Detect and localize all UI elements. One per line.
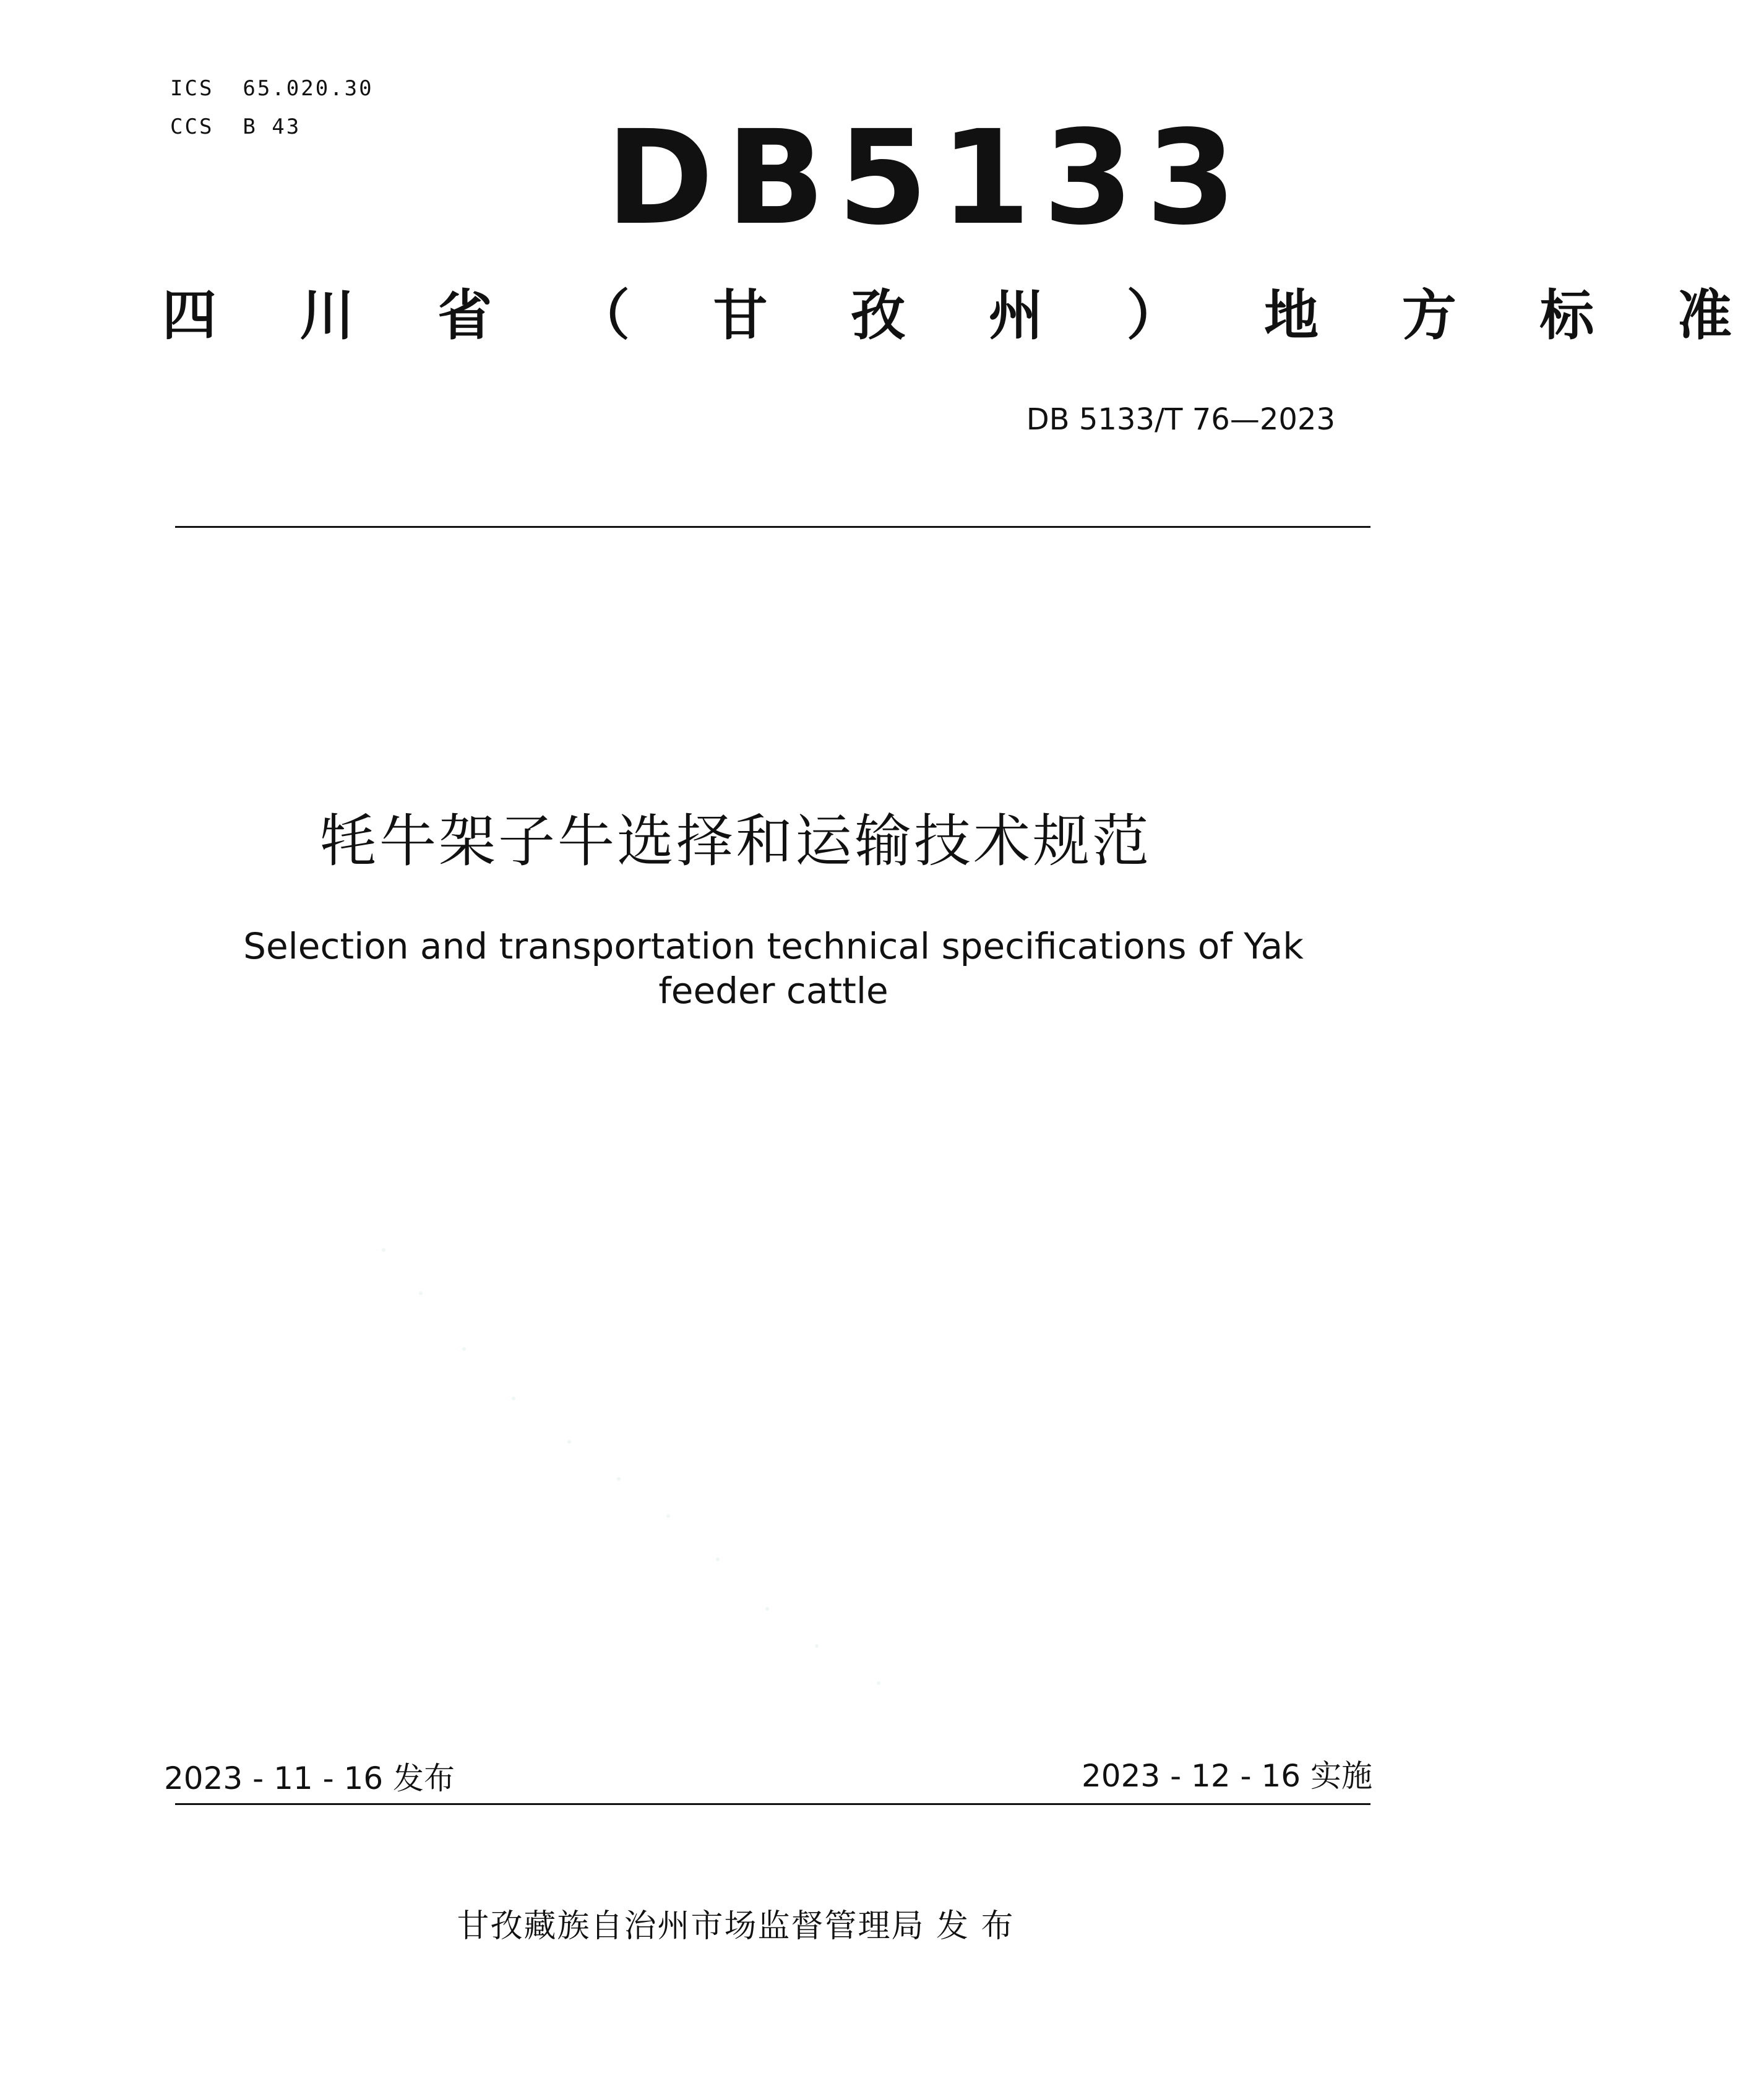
issue-date: 2023 - 11 - 16 发布: [164, 1760, 455, 1796]
title-chinese: 牦牛架子牛选择和运输技术规范: [319, 808, 1151, 874]
faint-watermark: [371, 1238, 1176, 1733]
standard-type: 四 川 省 （ 甘 孜 州 ） 地 方 标 准: [162, 283, 1764, 347]
bottom-divider: [175, 1803, 1370, 1805]
ccs-code: CCS B 43: [170, 114, 301, 139]
standard-number: DB 5133/T 76—2023: [1026, 402, 1335, 437]
classification-codes: [170, 69, 374, 146]
title-english: Selection and transportation technical specifications of Yak feeder cattle: [243, 925, 1304, 1012]
top-divider: [175, 526, 1370, 528]
ics-code: ICS 65.020.30: [170, 76, 374, 101]
implementation-date: 2023 - 12 - 16 实施: [1081, 1758, 1372, 1794]
db-logo: DB5133: [606, 102, 1249, 254]
issuing-authority: 甘孜藏族自治州市场监督管理局 发 布: [457, 1908, 1015, 1945]
